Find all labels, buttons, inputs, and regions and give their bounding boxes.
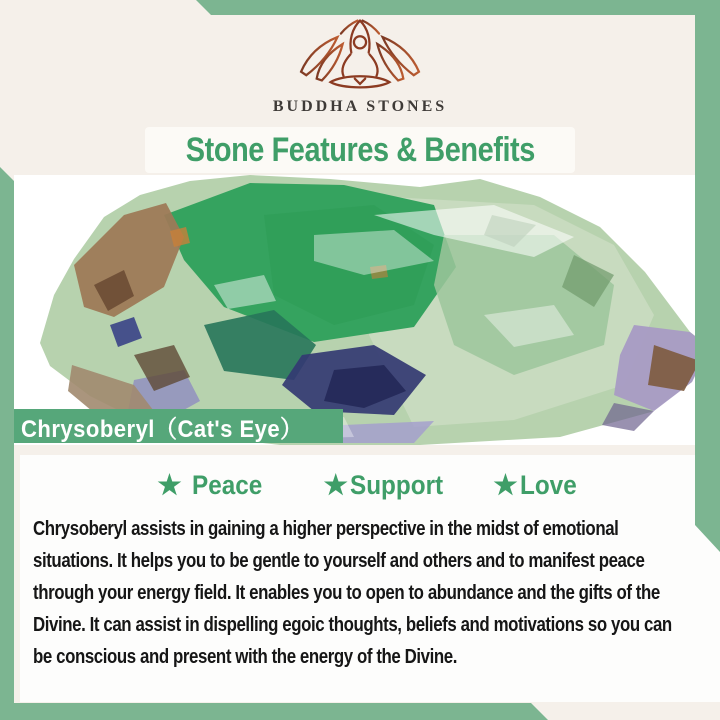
brand-logo bbox=[0, 18, 720, 116]
stone-name-text: Chrysoberyl（Cat's Eye） bbox=[21, 415, 303, 443]
frame-bottom-bar bbox=[0, 703, 548, 720]
stone-description: Chrysoberyl assists in gaining a higher perspective in the midst of emotional situations. It helps you to be gentle to yourself and others and to manifest peace through your energy field. It enables you to open to abundance and the gifts of the Divine. It can assist in dispelling egoic thoughts, beliefs and motivations so you can be conscious and present with the energy of the Divine. bbox=[33, 517, 672, 668]
section-banner bbox=[145, 127, 575, 173]
star-icon: ★ bbox=[157, 469, 182, 500]
lotus-meditation-icon bbox=[270, 18, 450, 96]
content-panel bbox=[20, 455, 720, 702]
benefit-list bbox=[20, 467, 720, 503]
benefit-love bbox=[493, 470, 582, 501]
brand-name: BUDDHA STONES bbox=[272, 98, 448, 115]
star-icon: ★ bbox=[323, 469, 348, 500]
benefit-peace bbox=[157, 470, 269, 501]
stone-photo bbox=[14, 175, 696, 445]
benefit-support bbox=[324, 470, 454, 501]
star-icon: ★ bbox=[493, 469, 518, 500]
frame-right-bar bbox=[695, 0, 720, 552]
frame-top-bar bbox=[196, 0, 720, 15]
benefit-label: Support bbox=[349, 469, 444, 500]
stone-name-label bbox=[14, 409, 343, 443]
stone-illustration bbox=[14, 175, 696, 445]
benefit-label: Love bbox=[519, 469, 577, 500]
frame-left-bar bbox=[0, 167, 14, 720]
section-title: Stone Features & Benefits bbox=[185, 130, 535, 169]
benefit-label: Peace bbox=[191, 469, 262, 500]
